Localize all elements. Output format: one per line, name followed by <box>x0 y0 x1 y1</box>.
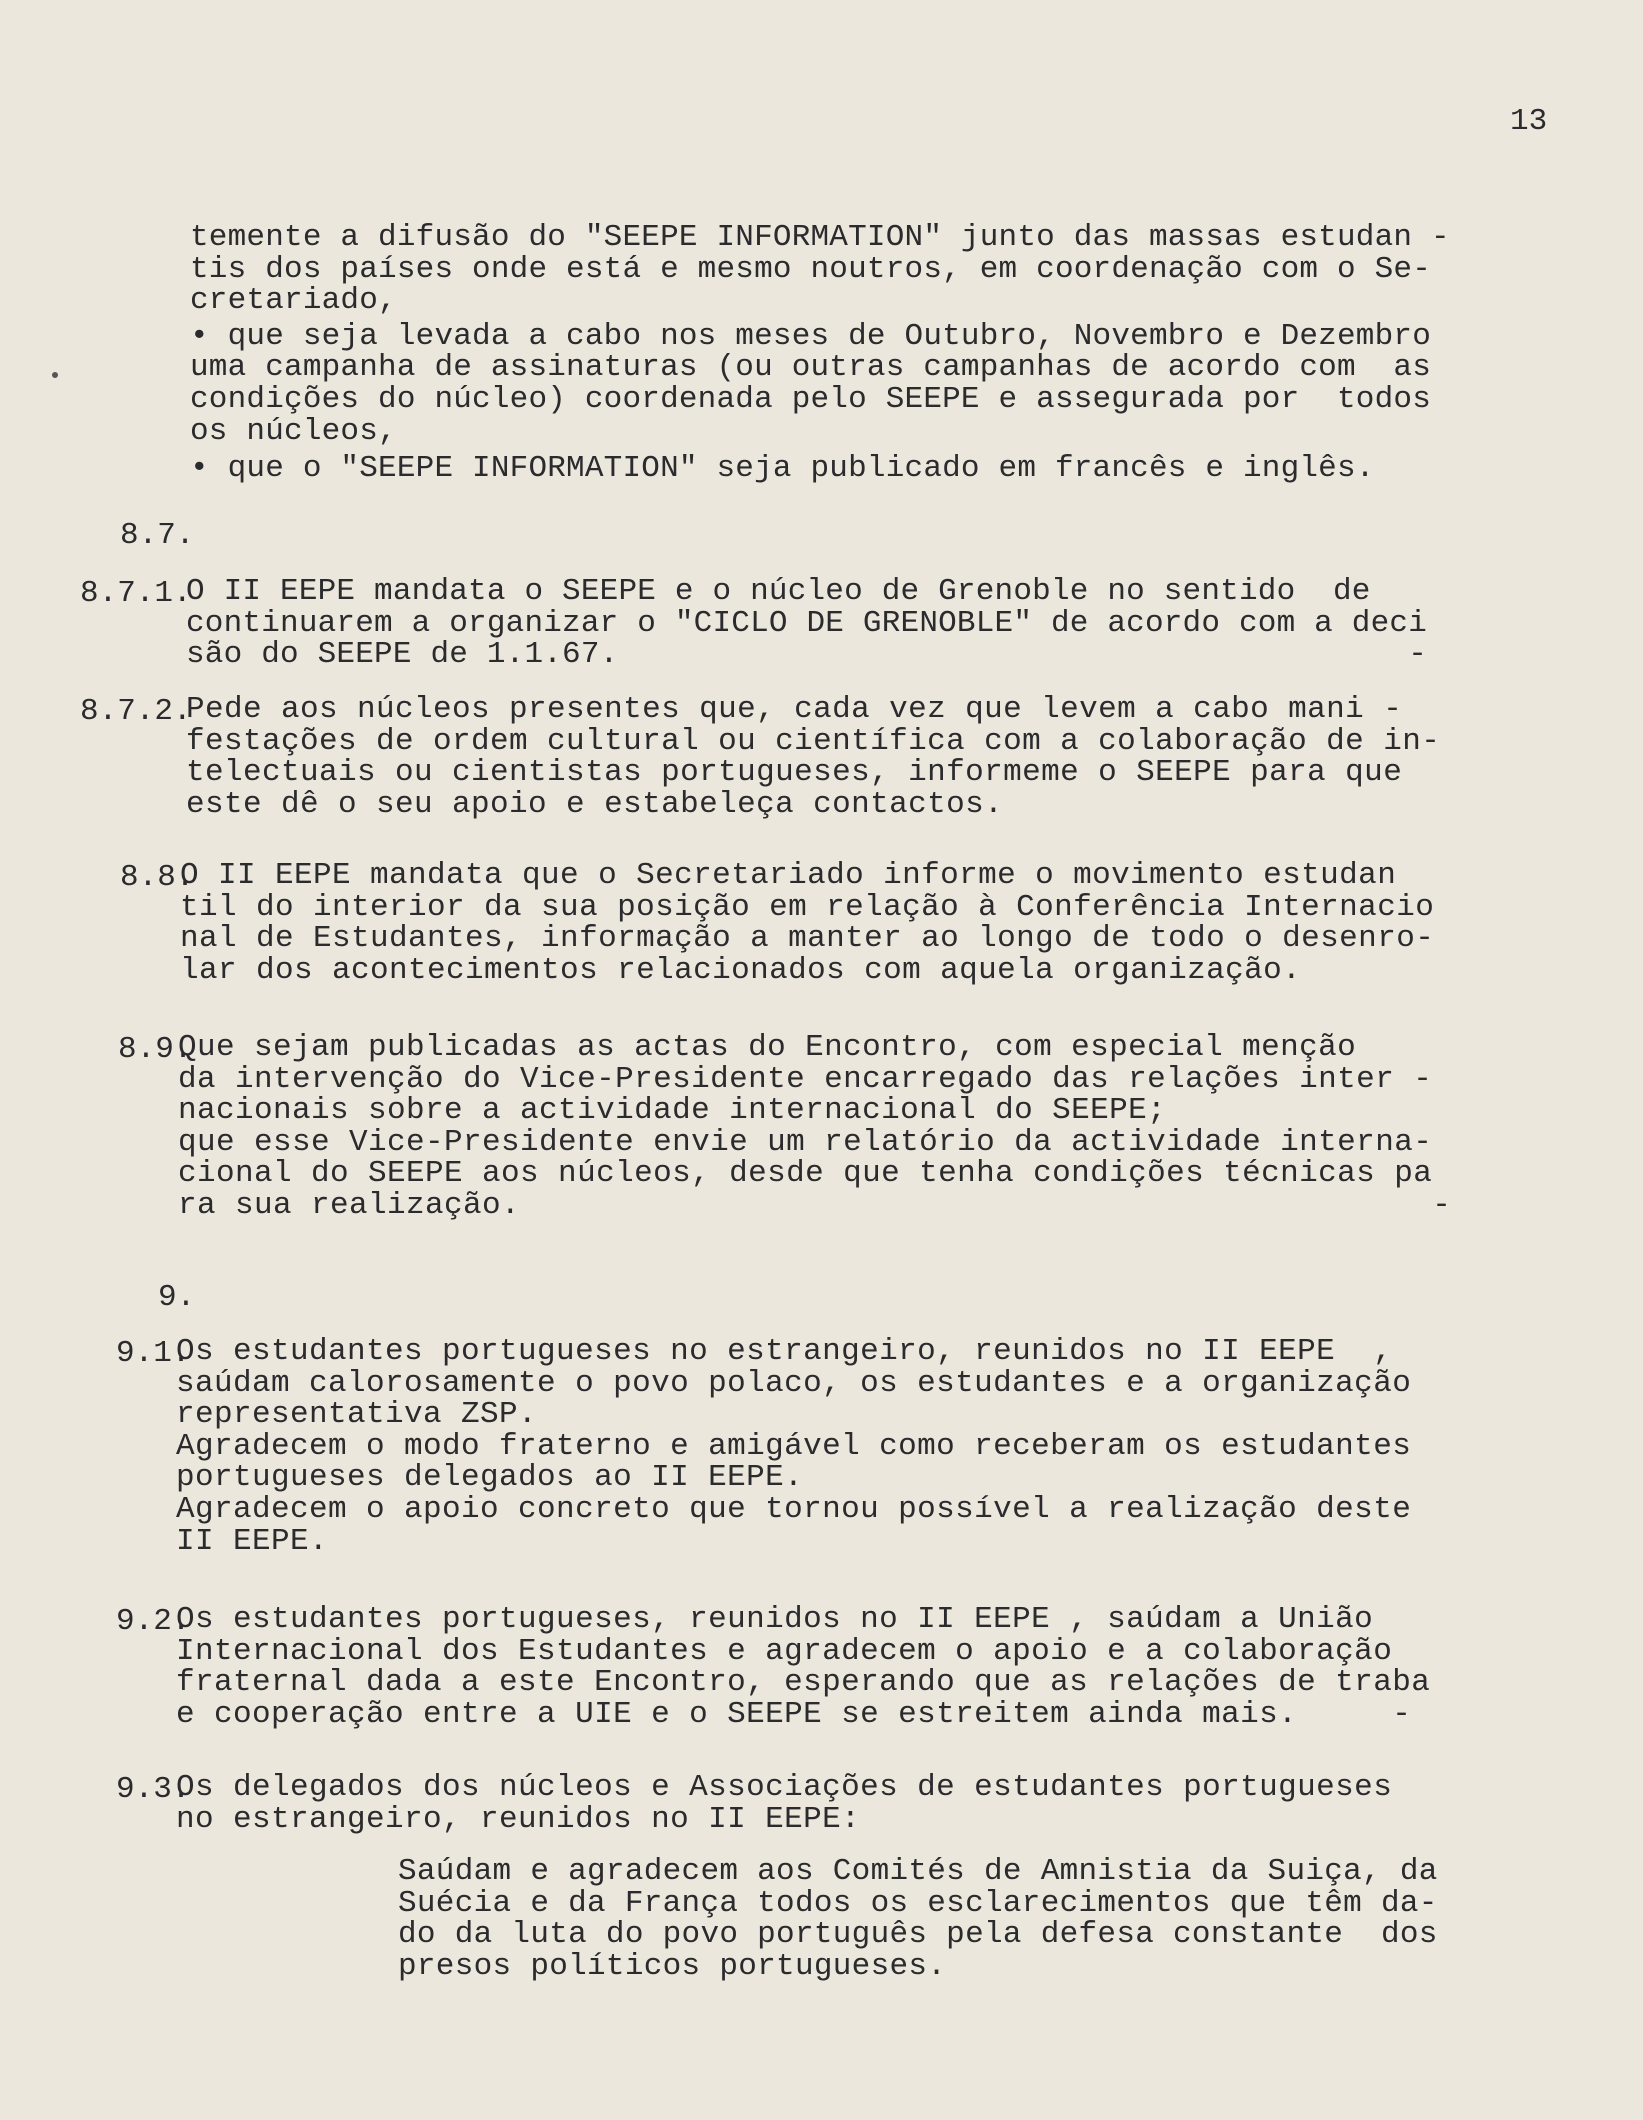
text-line: • que seja levada a cabo nos meses de Outubro, Novembro e Dezembro <box>190 318 1431 354</box>
section-9-2-number: 9.2. <box>116 1604 191 1639</box>
section-8-8-number: 8.8. <box>120 860 195 895</box>
page-number: 13 <box>1510 104 1548 139</box>
text-line: tis dos países onde está e mesmo noutros, em coordenação com o Se- <box>190 251 1431 287</box>
section-8-7-2-number: 8.7.2. <box>80 694 192 729</box>
section-8-7-1-number: 8.7.1. <box>80 576 192 611</box>
text-line: este dê o seu apoio e estabeleça contactos. <box>186 786 1004 822</box>
section-9-number: 9. <box>158 1280 196 1315</box>
section-8-8 <box>180 860 1434 986</box>
section-8-6-continuation <box>190 222 1450 485</box>
section-8-9-number: 8.9. <box>118 1032 193 1067</box>
section-9-2 <box>176 1604 1430 1730</box>
text-line: II EEPE. <box>176 1523 329 1559</box>
section-9-3 <box>176 1772 1392 1835</box>
margin-mark <box>52 372 58 378</box>
text-line: Pede aos núcleos presentes que, cada vez que levem a cabo mani - <box>186 692 1403 727</box>
text-line: representativa ZSP. <box>176 1397 538 1433</box>
text-line: nal de Estudantes, informação a manter ao longo de todo o desenro- <box>180 921 1435 957</box>
text-line: e cooperação entre a UIE e o SEEPE se estreitem ainda mais. - <box>176 1696 1412 1732</box>
text-line: Saúdam e agradecem aos Comités de Amnistia da Suiça, da <box>398 1854 1438 1889</box>
text-line: O II EEPE mandata que o Secretariado informe o movimento estudan <box>180 858 1397 893</box>
text-line: temente a difusão do "SEEPE INFORMATION" junto das massas estudan - <box>190 220 1450 255</box>
text-line: festações de ordem cultural ou científica com a colaboração de in- <box>186 723 1441 759</box>
section-9-3-number: 9.3. <box>116 1772 191 1807</box>
text-line: lar dos acontecimentos relacionados com aquela organização. <box>180 952 1302 988</box>
text-line: nacionais sobre a actividade internacional do SEEPE; <box>178 1093 1167 1129</box>
text-line: ra sua realização. - <box>178 1188 1452 1224</box>
text-line: presos políticos portugueses. <box>398 1948 947 1984</box>
text-line: telectuais ou cientistas portugueses, informeme o SEEPE para que <box>186 755 1403 791</box>
text-line: fraternal dada a este Encontro, esperando que as relações de traba <box>176 1665 1431 1701</box>
text-line: Internacional dos Estudantes e agradecem o apoio e a colaboração <box>176 1633 1393 1669</box>
text-line: Os delegados dos núcleos e Associações de estudantes portugueses <box>176 1770 1393 1805</box>
text-line: Agradecem o apoio concreto que tornou possível a realização deste <box>176 1492 1412 1528</box>
text-line: no estrangeiro, reunidos no II EEPE: <box>176 1801 861 1837</box>
section-8-7-1 <box>186 576 1427 671</box>
text-line: do da luta do povo português pela defesa constante dos <box>398 1917 1438 1953</box>
text-line: cretariado, <box>190 283 397 319</box>
section-8-7-number: 8.7. <box>120 518 195 553</box>
text-line: Suécia e da França todos os esclarecimentos que têm da- <box>398 1885 1438 1921</box>
text-line: portugueses delegados ao II EEPE. <box>176 1460 804 1496</box>
text-line: uma campanha de assinaturas (ou outras campanhas de acordo com as <box>190 350 1431 386</box>
text-line: O II EEPE mandata o SEEPE e o núcleo de Grenoble no sentido de <box>186 574 1371 609</box>
text-line: da intervenção do Vice-Presidente encarregado das relações inter - <box>178 1061 1433 1097</box>
text-line: cional do SEEPE aos núcleos, desde que tenha condições técnicas pa <box>178 1156 1433 1192</box>
text-line: os núcleos, <box>190 413 397 449</box>
section-9-1-number: 9.1. <box>116 1336 191 1371</box>
text-line: til do interior da sua posição em relação à Conferência Internacio <box>180 889 1435 925</box>
text-line: Os estudantes portugueses, reunidos no II EEPE , saúdam a União <box>176 1602 1374 1637</box>
section-8-7-2 <box>186 694 1440 820</box>
text-line: Que sejam publicadas as actas do Encontro, com especial menção <box>178 1030 1357 1065</box>
text-line: Os estudantes portugueses no estrangeiro, reunidos no II EEPE , <box>176 1334 1393 1369</box>
text-line: condições do núcleo) coordenada pelo SEEPE e assegurada por todos <box>190 382 1431 418</box>
text-line: Agradecem o modo fraterno e amigável como receberam os estudantes <box>176 1428 1412 1464</box>
text-line: são do SEEPE de 1.1.67. - <box>186 637 1427 673</box>
section-9-1 <box>176 1336 1411 1557</box>
text-line: continuarem a organizar o "CICLO DE GRENOBLE" de acordo com a deci <box>186 605 1427 641</box>
section-8-9 <box>178 1032 1451 1222</box>
text-line: que esse Vice-Presidente envie um relatório da actividade interna- <box>178 1124 1433 1160</box>
text-line: saúdam calorosamente o povo polaco, os estudantes e a organização <box>176 1365 1412 1401</box>
section-9-3-indented <box>398 1856 1438 1982</box>
text-line: • que o "SEEPE INFORMATION" seja publicado em francês e inglês. <box>190 451 1375 487</box>
